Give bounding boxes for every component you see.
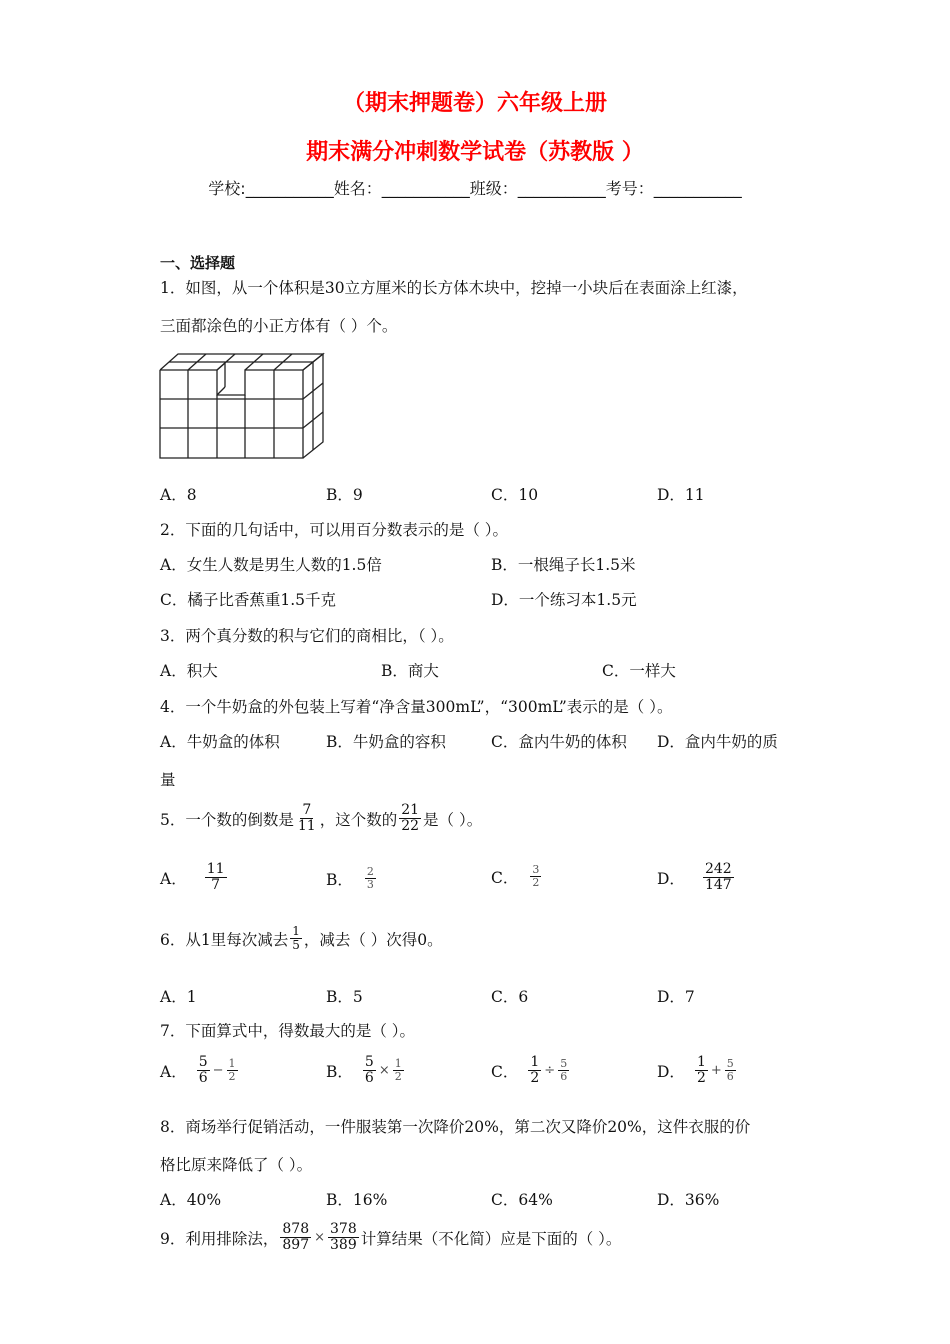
q3-text: 3．两个真分数的积与它们的商相比，（ ）。 bbox=[160, 627, 454, 645]
q7-option-d-fraction-2: $\frac{5}{6}$ bbox=[726, 1057, 734, 1084]
q1-line2: 三面都涂色的小正方体有（ ）个。 bbox=[160, 317, 398, 335]
q8-line1: 8．商场举行促销活动，一件服装第一次降价20%，第二次又降价20%，这件衣服的价 bbox=[160, 1118, 751, 1136]
q6-option-a: A．1 bbox=[160, 988, 197, 1006]
q9-prefix: 9．利用排除法， bbox=[160, 1229, 279, 1248]
q2-option-a: A．女生人数是男生人数的1.5倍 bbox=[160, 556, 382, 574]
q4-option-d-wrap: 量 bbox=[160, 771, 176, 789]
q2-text: 2．下面的几句话中，可以用百分数表示的是（ ）。 bbox=[160, 521, 509, 539]
q5-fraction-2: $\frac{21}{22}$ bbox=[401, 802, 420, 835]
q7-option-b-fraction-2: $\frac{1}{2}$ bbox=[394, 1057, 402, 1084]
q6-suffix: ，减去（ ）次得0。 bbox=[303, 930, 443, 949]
student-info-line: 学校:___________姓名：___________班级：___________考号：___________ bbox=[208, 179, 742, 198]
q4-option-b: B．牛奶盒的容积 bbox=[326, 733, 446, 751]
q5-option-d: D． $\frac{242}{147}$ bbox=[657, 861, 732, 894]
q4-option-d: D．盒内牛奶的质 bbox=[657, 733, 778, 751]
q2-option-b: B．一根绳子长1.5米 bbox=[491, 556, 636, 574]
q4-text: 4．一个牛奶盒的外包装上写着“净含量300mL”，“300mL”表示的是（ ）。 bbox=[160, 698, 673, 716]
q1-option-d: D．11 bbox=[657, 486, 705, 504]
q6-option-d: D．7 bbox=[657, 988, 695, 1006]
q5-option-b-fraction: $\frac{2}{3}$ bbox=[366, 865, 374, 892]
title-line-1: （期末押题卷）六年级上册 bbox=[342, 91, 607, 116]
q5-option-c: C． $\frac{3}{2}$ bbox=[491, 863, 540, 890]
q1-line1: 1．如图，从一个体积是30立方厘米的长方体木块中，挖掉一小块后在表面涂上红漆， bbox=[160, 279, 748, 297]
q6-text bbox=[160, 925, 443, 952]
q8-option-c: C．64% bbox=[491, 1191, 553, 1209]
q7-option-c: C． $\frac{1}{2}$ ÷ $\frac{5}{6}$ bbox=[491, 1054, 568, 1087]
q2-option-c: C．橘子比香蕉重1.5千克 bbox=[160, 591, 337, 609]
q2-option-d: D．一个练习本1.5元 bbox=[491, 591, 637, 609]
q3-option-b: B．商大 bbox=[381, 662, 439, 680]
q4-option-a: A．牛奶盒的体积 bbox=[160, 733, 280, 751]
q5-suffix: 是（ ）。 bbox=[423, 810, 483, 829]
q9-text bbox=[160, 1222, 621, 1254]
q9-suffix: 计算结果（不化简）应是下面的（ ）。 bbox=[360, 1229, 622, 1248]
q1-option-c: C．10 bbox=[491, 486, 539, 504]
section-title: 一、选择题 bbox=[160, 254, 236, 272]
q7-text: 7．下面算式中，得数最大的是（ ）。 bbox=[160, 1022, 416, 1040]
q5-middle: ，这个数的 bbox=[319, 810, 398, 829]
q1-option-b: B．9 bbox=[326, 486, 363, 504]
q9-fraction-2: $\frac{378}{389}$ bbox=[330, 1221, 357, 1254]
q6-fraction: $\frac{1}{5}$ bbox=[292, 924, 300, 953]
q9-fraction-1: $\frac{878}{897}$ bbox=[282, 1221, 310, 1254]
q8-option-a: A．40% bbox=[160, 1191, 222, 1209]
q5-option-a: A． $\frac{11}{7}$ bbox=[160, 861, 225, 894]
q7-option-b-fraction-1: $\frac{5}{6}$ bbox=[364, 1054, 374, 1087]
q7-option-c-fraction-2: $\frac{5}{6}$ bbox=[560, 1057, 568, 1084]
q1-option-a: A．8 bbox=[160, 486, 197, 504]
q5-fraction-1: $\frac{7}{11}$ bbox=[297, 802, 316, 835]
q5-option-b: B． $\frac{2}{3}$ bbox=[326, 865, 374, 892]
q6-prefix: 6．从1里每次减去 bbox=[160, 930, 289, 949]
q5-text bbox=[160, 803, 482, 835]
q5-prefix: 5．一个数的倒数是 bbox=[160, 810, 294, 829]
q8-option-b: B．16% bbox=[326, 1191, 388, 1209]
q3-option-a: A．积大 bbox=[160, 662, 218, 680]
q8-line2: 格比原来降低了（ ）。 bbox=[160, 1156, 313, 1174]
title-line-2: 期末满分冲刺数学试卷（苏教版 ） bbox=[306, 140, 644, 165]
q8-option-d: D．36% bbox=[657, 1191, 720, 1209]
cuboid-figure bbox=[155, 350, 330, 465]
q3-option-c: C．一样大 bbox=[602, 662, 676, 680]
q5-option-c-fraction: $\frac{3}{2}$ bbox=[532, 863, 540, 890]
q7-option-d: D． $\frac{1}{2}$ + $\frac{5}{6}$ bbox=[657, 1054, 734, 1087]
q5-option-d-fraction: $\frac{242}{147}$ bbox=[704, 861, 732, 894]
q7-option-c-fraction-1: $\frac{1}{2}$ bbox=[530, 1054, 540, 1087]
q7-option-a-fraction-2: $\frac{1}{2}$ bbox=[228, 1057, 236, 1084]
q7-option-a: A． $\frac{5}{6}$ − $\frac{1}{2}$ bbox=[160, 1054, 236, 1087]
q7-option-a-fraction-1: $\frac{5}{6}$ bbox=[198, 1054, 208, 1087]
q7-option-d-fraction-1: $\frac{1}{2}$ bbox=[696, 1054, 706, 1087]
q9-operator: × bbox=[314, 1230, 326, 1246]
q7-option-b: B． $\frac{5}{6}$ × $\frac{1}{2}$ bbox=[326, 1054, 402, 1087]
q5-option-a-fraction: $\frac{11}{7}$ bbox=[206, 861, 225, 894]
q6-option-b: B．5 bbox=[326, 988, 363, 1006]
q4-option-c: C．盒内牛奶的体积 bbox=[491, 733, 627, 751]
q6-option-c: C．6 bbox=[491, 988, 529, 1006]
